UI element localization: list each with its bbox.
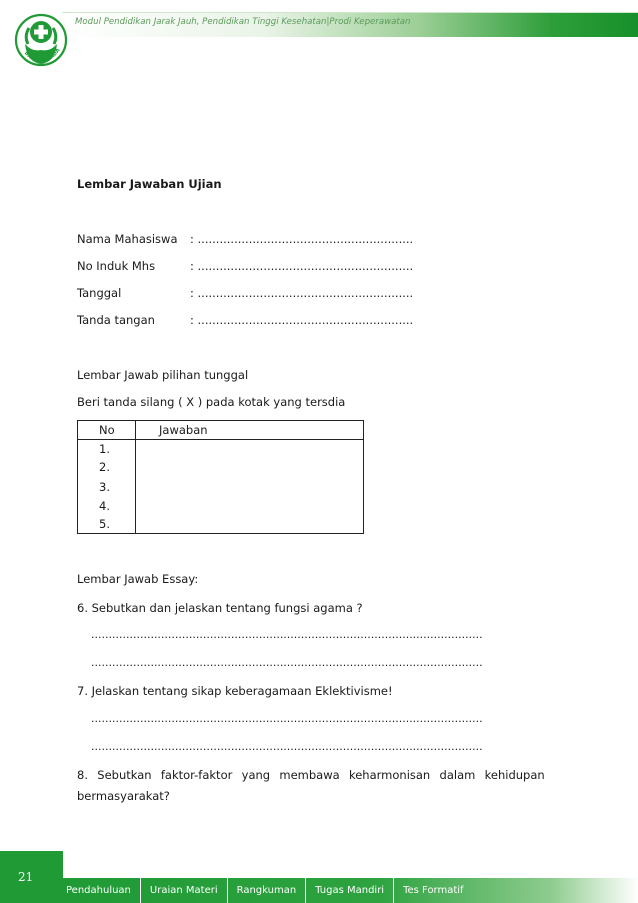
field-label-tanda-tangan: Tanda tangan [77, 313, 155, 327]
footer-nav-tes-formatif[interactable]: Tes Formatif [403, 885, 464, 896]
footer-nav-tugas-mandiri[interactable]: Tugas Mandiri [306, 878, 394, 903]
answer-line: ................................................................................................................ [91, 628, 483, 641]
footer-nav [63, 878, 473, 903]
doc-title: Lembar Jawaban Ujian [77, 177, 222, 191]
table-row-number: 5. [99, 517, 110, 531]
bakti-husada-logo-icon [14, 10, 68, 84]
table-column-divider [135, 421, 136, 533]
field-label-nama: Nama Mahasiswa [77, 232, 178, 246]
page-number: 21 [18, 870, 34, 884]
table-header-no: No [99, 423, 115, 437]
field-label-nim: No Induk Mhs [77, 259, 156, 273]
header-title [75, 17, 411, 27]
mc-heading: Lembar Jawab pilihan tunggal [77, 368, 249, 382]
mc-instruction: Beri tanda silang ( X ) pada kotak yang tersdia [77, 395, 346, 409]
question-8-line-2: bermasyarakat? [77, 789, 170, 803]
table-header-jawaban: Jawaban [159, 423, 208, 437]
essay-heading: Lembar Jawab Essay: [77, 572, 199, 586]
answer-line: ................................................................................................................ [91, 712, 483, 725]
question-8-line-1: 8. Sebutkan faktor-faktor yang membawa keharmonisan dalam kehidupan [77, 768, 545, 782]
table-row-number: 1. [99, 442, 110, 456]
footer-nav-rangkuman[interactable]: Rangkuman [228, 878, 307, 903]
table-row-number: 2. [99, 460, 110, 474]
field-label-tanggal: Tanggal [77, 286, 122, 300]
header-subtitle: Prodi Keperawatan [329, 17, 411, 27]
footer-nav-pendahuluan[interactable]: Pendahuluan [63, 878, 141, 903]
field-value-nim: : ........................................................... [190, 259, 414, 273]
answer-line: ................................................................................................................ [91, 656, 483, 669]
logo-text: BAKTI HUSADA [22, 47, 62, 66]
header-separator: | [326, 17, 330, 27]
table-row-number: 4. [99, 499, 110, 513]
field-value-nama: : ........................................................... [190, 232, 414, 246]
table-header-divider [78, 439, 363, 440]
question-7: 7. Jelaskan tentang sikap keberagamaan Eklektivisme! [77, 684, 393, 698]
answer-table [77, 420, 364, 534]
header-title-main: Modul Pendidikan Jarak Jauh, Pendidikan Tinggi Kesehatan [75, 17, 327, 27]
table-row-number: 3. [99, 480, 110, 494]
field-value-tanggal: : ........................................................... [190, 286, 414, 300]
field-value-tanda-tangan: : ........................................................... [190, 313, 414, 327]
footer-nav-uraian-materi[interactable]: Uraian Materi [141, 878, 228, 903]
answer-line: ................................................................................................................ [91, 740, 483, 753]
question-6: 6. Sebutkan dan jelaskan tentang fungsi agama ? [77, 601, 363, 615]
